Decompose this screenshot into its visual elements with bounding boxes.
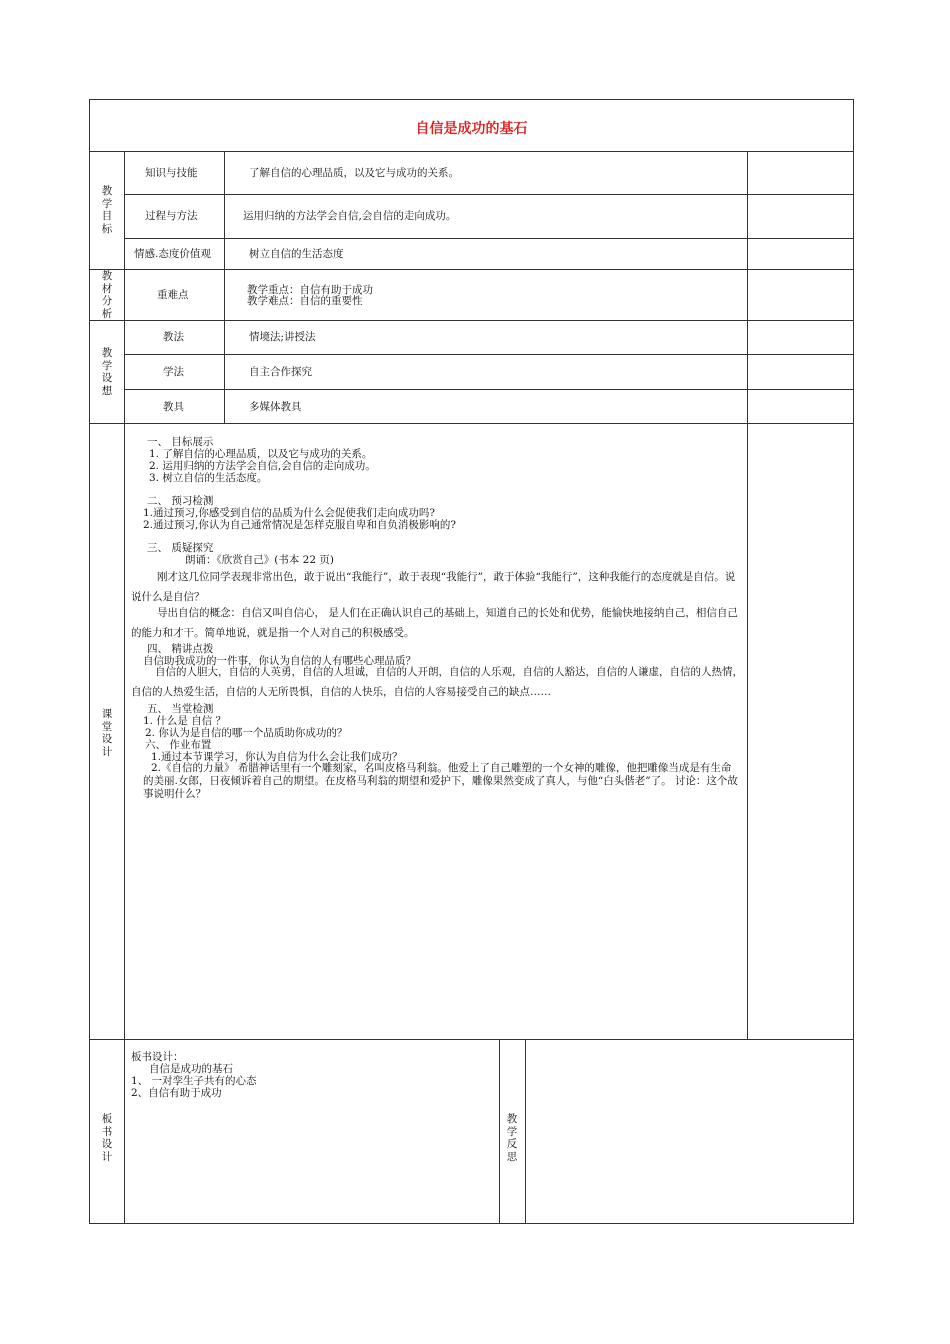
section-heading: 五、 当堂检测 <box>147 703 214 715</box>
list-item: 自信助我成功的一件事，你认为自信的人有哪些心理品质？ <box>143 655 416 667</box>
paragraph: 2.《自信的力量》 希腊神话里有一个雕刻家，名叫皮格马利翁。他爱上了自己雕塑的一个女神的雕像，他把雕像当成是有生命的美丽.女郎，日夜倾诉着自己的期望。在皮格马利翁的期望和爱护下，雕像果然变成了真人，与他“白头偕老”了。 讨论：这个故事说明什么？ <box>143 762 738 800</box>
divider <box>224 151 225 423</box>
section-label-objectives: 教学目标 <box>101 185 113 235</box>
list-item: 1.通过预习,你感受到自信的品质为什么会促使我们走向成功吗? <box>143 507 435 519</box>
list-item: 1.通过本节课学习，你认为自信为什么会让我们成功？ <box>151 751 403 763</box>
recitation-line: 朗诵：《欣赏自己》(书本 22 页) <box>185 554 334 566</box>
row-content-tools: 多媒体教具 <box>249 401 302 413</box>
list-item: 2. 你认为是自信的哪一个品质助你成功的？ <box>145 727 348 739</box>
list-item: 1. 了解自信的心理品质，以及它与成功的关系。 <box>149 448 373 460</box>
row-content-knowledge: 了解自信的心理品质，以及它与成功的关系。 <box>249 167 459 179</box>
row-label-process: 过程与方法 <box>145 210 198 222</box>
divider <box>89 1039 854 1040</box>
section-heading: 三、 质疑探究 <box>147 542 214 554</box>
section-label-analysis: 教材分析 <box>101 270 113 320</box>
list-item: 3. 树立自信的生活态度。 <box>149 472 268 484</box>
board-line: 2、自信有助于成功 <box>131 1087 222 1099</box>
list-item: 2. 运用归纳的方法学会自信,会自信的走向成功。 <box>149 460 376 472</box>
row-content-method: 情境法;讲授法 <box>249 331 316 343</box>
row-content-study: 自主合作探究 <box>249 366 312 378</box>
divider <box>124 389 854 390</box>
row-label-tools: 教具 <box>163 401 184 413</box>
paragraph: 自信的人胆大，自信的人英勇，自信的人坦诚，自信的人开朗，自信的人乐观，自信的人豁达，自信的人谦虚，自信的人热情，自信的人热爱生活，自信的人无所畏惧，自信的人快乐，自信的人容易接受自己的缺点…… <box>131 666 743 698</box>
divider <box>124 354 854 355</box>
divider <box>89 269 854 270</box>
board-heading: 板书设计： <box>131 1051 184 1063</box>
divider <box>89 320 854 321</box>
section-label-board: 板书设计 <box>101 1113 113 1163</box>
divider <box>124 194 854 195</box>
section-label-design: 教学设想 <box>101 347 113 397</box>
divider <box>525 1039 526 1224</box>
divider <box>124 238 854 239</box>
list-item: 1. 什么是 自信 ？ <box>143 715 227 727</box>
row-label-study: 学法 <box>163 366 184 378</box>
row-label-method: 教法 <box>163 331 184 343</box>
section-label-classroom: 课堂设计 <box>101 708 113 758</box>
section-heading: 六、 作业布置 <box>145 739 212 751</box>
page-title: 自信是成功的基石 <box>415 121 528 137</box>
section-heading: 一、 目标展示 <box>147 436 214 448</box>
divider <box>747 151 748 1039</box>
difficulty-line: 教学难点：自信的重要性 <box>247 295 363 307</box>
row-label-attitude: 情感.态度价值观 <box>134 248 211 260</box>
divider <box>499 1039 500 1224</box>
row-label-knowledge: 知识与技能 <box>145 167 198 179</box>
section-heading: 四、 精讲点拨 <box>147 643 214 655</box>
divider <box>124 151 125 1224</box>
paragraph: 导出自信的概念：自信又叫自信心， 是人们在正确认识自己的基础上，知道自己的长处和优势，能愉快地接纳自己，相信自己的能力和才干。简单地说，就是指一个人对自己的积极感受。 <box>131 607 738 639</box>
row-content-process: 运用归纳的方法学会自信,会自信的走向成功。 <box>243 210 457 222</box>
row-content-attitude: 树立自信的生活态度 <box>249 248 344 260</box>
list-item: 2.通过预习,你认为自己通常情况是怎样克服自卑和自负消极影响的? <box>143 519 456 531</box>
board-line: 1、 一对孪生子共有的心态 <box>131 1075 257 1087</box>
key-point-line: 教学重点：自信有助于成功 <box>247 284 373 296</box>
board-line: 自信是成功的基石 <box>149 1063 233 1075</box>
row-label-key-points: 重难点 <box>157 289 189 301</box>
paragraph: 刚才这几位同学表现非常出色，敢于说出“我能行”，敢于表现“我能行”，敢于体验“我能行”，这种我能行的态度就是自信。说说什么是自信？ <box>131 571 736 603</box>
section-heading: 二、 预习检测 <box>147 495 214 507</box>
divider <box>89 151 854 152</box>
section-label-reflection: 教学反思 <box>506 1113 518 1163</box>
divider <box>89 423 854 424</box>
